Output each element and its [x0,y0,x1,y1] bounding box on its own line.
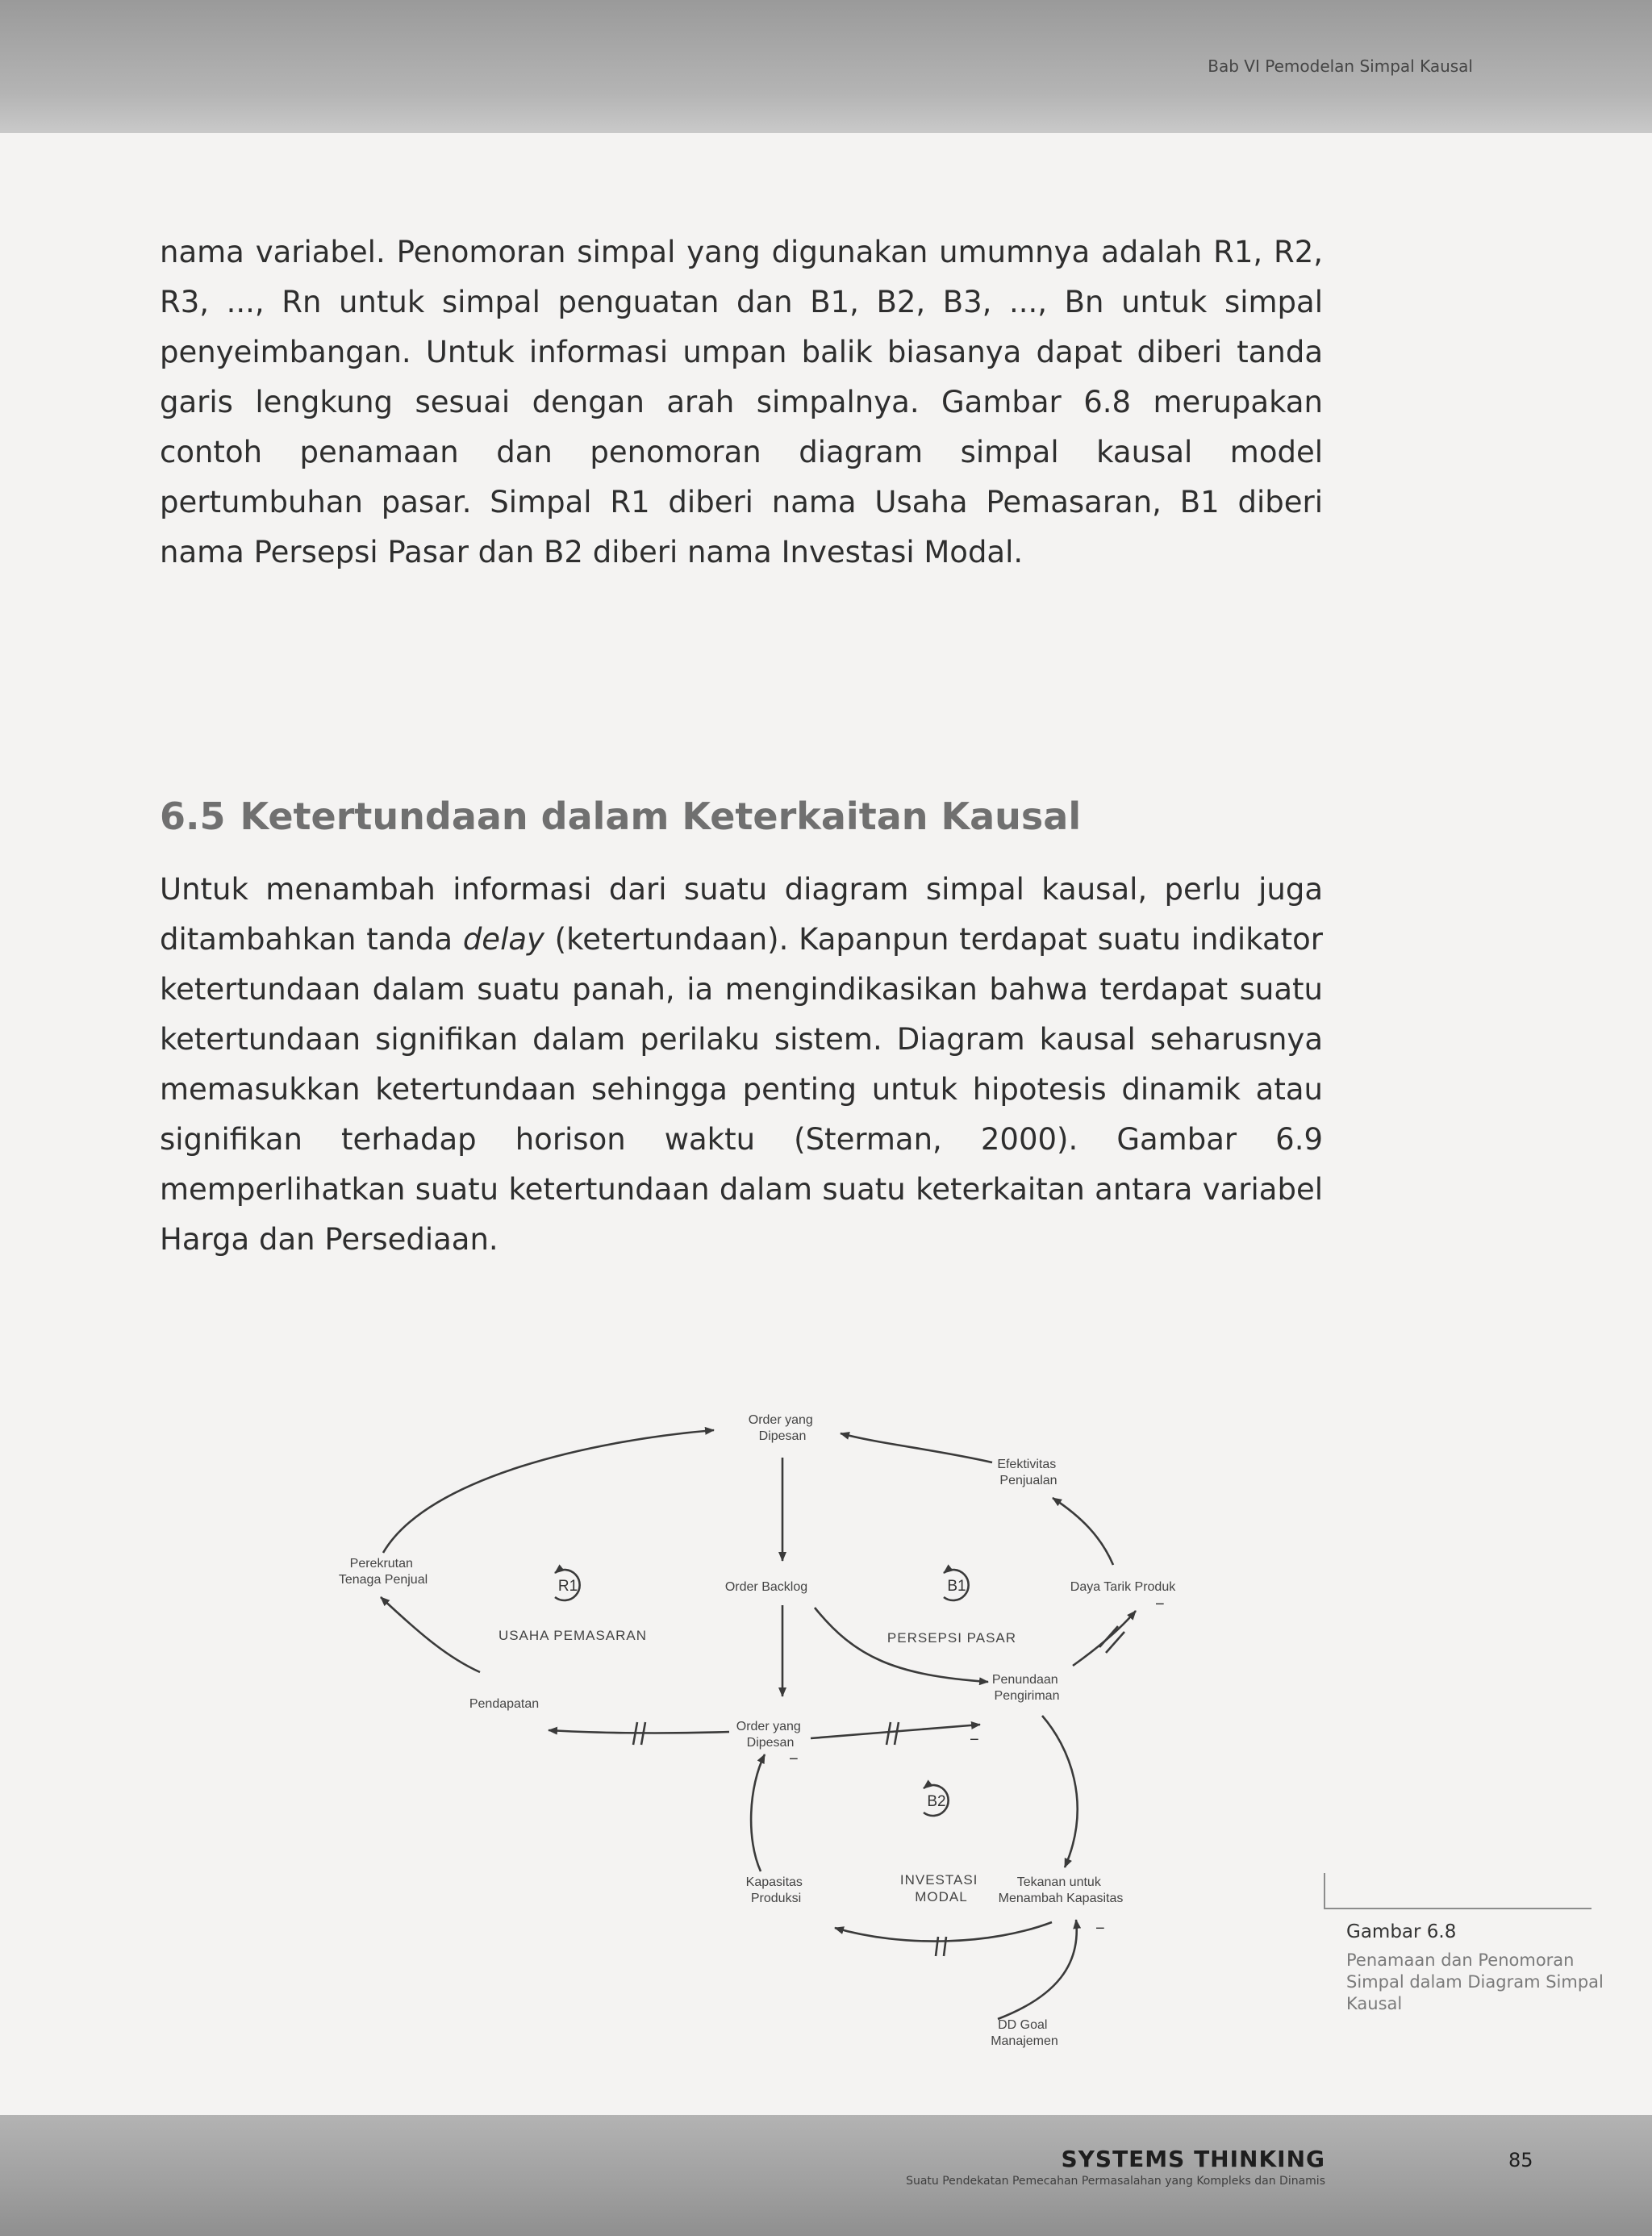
node-efektivitas-line-1: Efektivitas [997,1458,1057,1471]
loop-b1-id: B1 [947,1578,966,1595]
node-order-dipesan-top-line-2: Dipesan [758,1429,807,1443]
link-penundaan-to-dayatarik [1073,1611,1136,1666]
node-dd-goal-manajemen [991,2018,1058,2048]
link-tekanan-to-kapasitas [835,1922,1052,1942]
paragraph-2-text-b: (ketertundaan). Kapanpun terdapat suatu indikator ketertundaan dalam suatu panah, ia mengindikasikan bahwa terdapat suatu ketertundaan signifikan dalam perilaku sistem. Diagram kausal seharusnya memasukkan ketertundaan sehingga penting untuk hipotesis dinamik atau signifikan terhadap horison waktu (Sterman, 2000). Gambar 6.9 memperlihatkan suatu ketertundaan dalam suatu keterkaitan antara variabel Harga dan Persediaan. [160,922,1323,1257]
figure-caption-divider [1324,1908,1592,1909]
section-number: 6.5 [160,795,226,838]
polarity-sign: − [789,1750,799,1768]
delay-mark-tekanan [936,1937,946,1956]
polarity-sign: − [1095,1920,1105,1938]
node-order-dipesan-top-line-1: Order yang [748,1413,813,1427]
footer-band [0,2115,1652,2236]
page-number: 85 [1508,2149,1533,2171]
node-order-dipesan-mid-line-2: Dipesan [746,1736,795,1750]
figure-caption-rule [1324,1873,1325,1909]
link-dayatarik-to-efektivitas [1053,1498,1113,1565]
loop-b2-id: B2 [927,1793,946,1810]
node-kapasitas-produksi [746,1875,807,1905]
loop-b1-marker [944,1570,969,1600]
node-order-dipesan-mid [736,1720,805,1750]
delay-mark-dayatarik [1099,1626,1124,1653]
node-perekrutan-line-1: Perekrutan [349,1557,413,1571]
loop-b2-marker [924,1785,949,1816]
loop-r1-name: USAHA PEMASARAN [498,1628,648,1643]
node-tekanan-line-1: Tekanan untuk [1016,1875,1101,1889]
section-title: Ketertundaan dalam Keterkaitan Kausal [240,795,1082,838]
node-kapasitas-line-1: Kapasitas [745,1875,803,1889]
loop-b2-name-line-2: MODAL [915,1889,968,1904]
polarity-sign: − [1155,1596,1165,1613]
node-perekrutan-tenaga-penjual [339,1557,428,1587]
node-efektivitas-penjualan [997,1458,1059,1487]
node-efektivitas-line-2: Penjualan [999,1474,1058,1487]
book-title: SYSTEMS THINKING [1061,2146,1325,2172]
figure-caption: Penamaan dan Penomoran Simpal dalam Diagram Simpal Kausal [1346,1950,1604,2013]
loop-r1-marker [555,1570,580,1600]
link-pendapatan-to-perekrutan [381,1597,480,1672]
node-penundaan-line-2: Pengiriman [994,1689,1060,1703]
link-efektivitas-to-order [841,1433,992,1462]
node-dd-goal-line-1: DD Goal [998,2018,1048,2032]
node-penundaan-pengiriman [992,1673,1062,1703]
figure-label: Gambar 6.8 [1346,1921,1457,1942]
body-paragraph-2 [160,865,1323,1265]
link-order-mid-to-pendapatan [549,1730,729,1733]
link-kapasitas-to-order-mid [751,1754,765,1871]
section-heading [160,795,1081,838]
node-pendapatan: Pendapatan [469,1697,540,1711]
loop-b1-name: PERSEPSI PASAR [886,1630,1017,1646]
node-perekrutan-line-2: Tenaga Penjual [338,1573,428,1587]
node-order-dipesan-mid-line-1: Order yang [736,1720,801,1733]
running-head: Bab VI Pemodelan Simpal Kausal [1208,56,1473,76]
node-tekanan-menambah-kapasitas [999,1875,1124,1905]
node-order-backlog: Order Backlog [724,1580,808,1594]
body-paragraph-1: nama variabel. Penomoran simpal yang digunakan umumnya adalah R1, R2, R3, ..., Rn untuk simpal penguatan dan B1, B2, B3, ..., Bn untuk simpal penyeimbangan. Untuk informasi umpan balik biasanya dapat diberi tanda garis lengkung sesuai dengan arah simpalnya. Gambar 6.8 merupakan contoh penamaan dan penomoran diagram simpal kausal model pertumbuhan pasar. Simpal R1 diberi nama Usaha Pemasaran, B1 diberi nama Persepsi Pasar dan B2 diberi nama Investasi Modal. [160,235,1323,569]
delay-term: delay [462,922,544,957]
node-tekanan-line-2: Menambah Kapasitas [998,1892,1124,1905]
link-perekrutan-to-order [383,1430,714,1553]
loop-b2-name-line-1: INVESTASI [899,1872,978,1888]
link-penundaan-to-tekanan [1042,1716,1078,1867]
causal-loop-diagram [307,1400,1315,2085]
loop-r1-id: R1 [557,1578,578,1595]
node-daya-tarik-produk: Daya Tarik Produk [1070,1580,1176,1594]
node-order-dipesan-top [749,1413,817,1443]
delay-mark-penundaan [886,1722,899,1745]
paragraph-2-text-a: Untuk menambah informasi dari suatu diagram simpal kausal, perlu juga ditambahkan tanda [160,872,1323,957]
node-kapasitas-line-2: Produksi [750,1892,802,1905]
polarity-sign: − [970,1731,979,1749]
node-dd-goal-line-2: Manajemen [991,2034,1058,2048]
book-subtitle: Suatu Pendekatan Pemecahan Permasalahan yang Kompleks dan Dinamis [906,2175,1325,2188]
loop-b2-name [900,1872,982,1904]
node-penundaan-line-1: Penundaan [991,1673,1058,1687]
